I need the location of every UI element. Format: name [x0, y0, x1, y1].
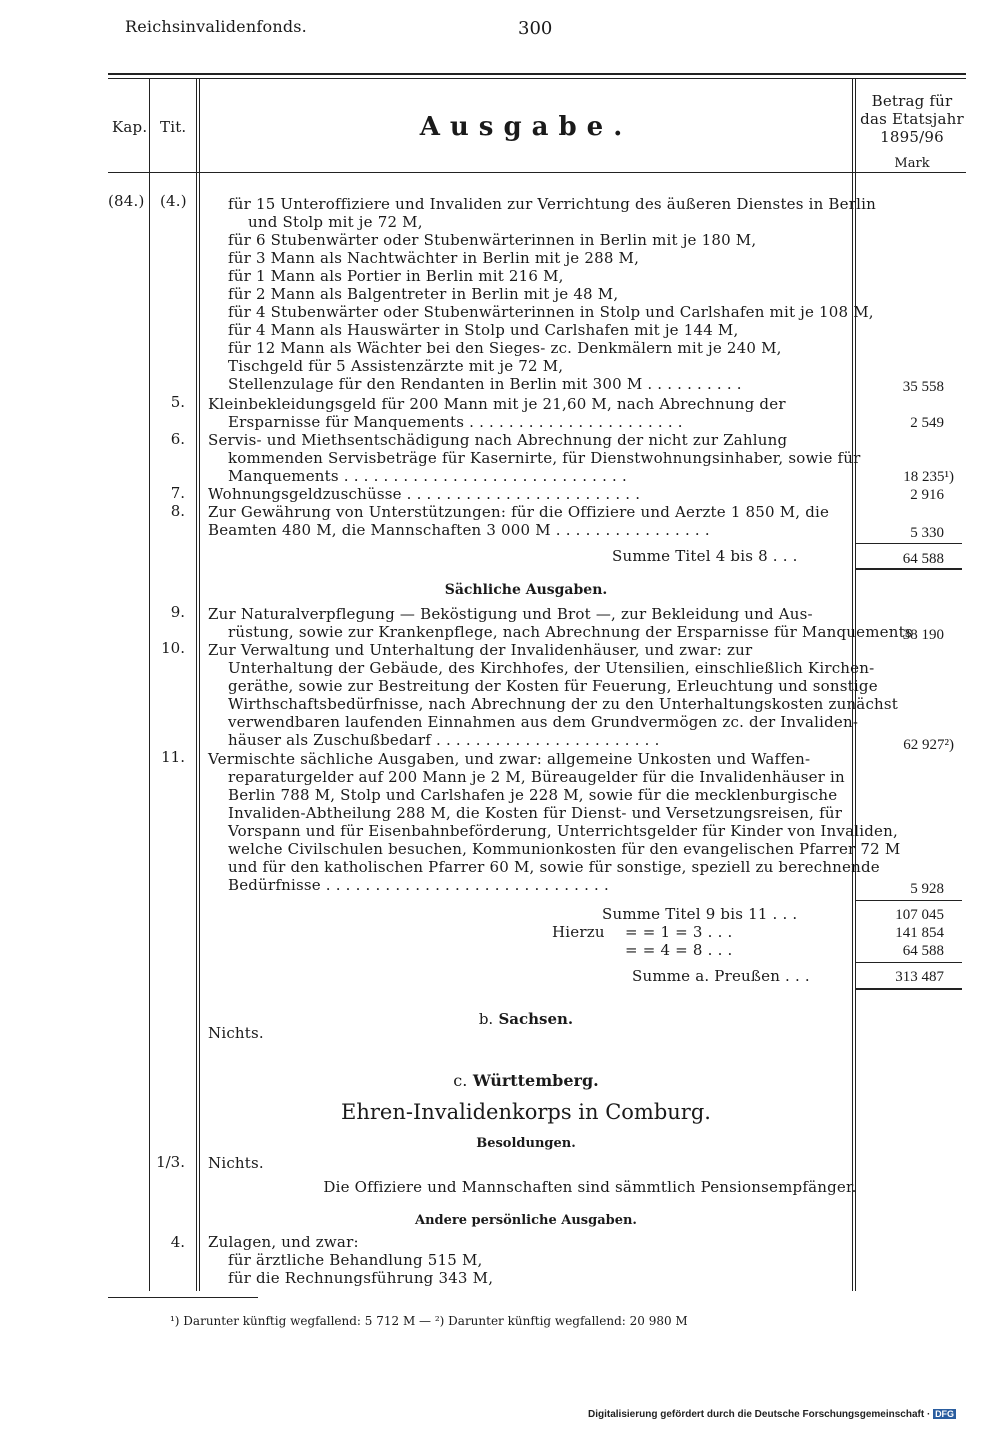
text-line: welche Civilschulen besuchen, Kommunionkosten für den evangelischen Pfarrer 72 M [228, 840, 901, 858]
text-line: Vermischte sächliche Ausgaben, und zwar: allgemeine Unkosten und Waffen- [208, 750, 811, 768]
kap-84: (84.) [108, 192, 145, 210]
tit-header: Tit. [160, 118, 187, 136]
section-heading-sachsen [200, 1010, 852, 1028]
kap-column-divider [149, 79, 150, 1291]
table-title: Ausgabe. [419, 112, 633, 142]
text-line: Bedürfnisse . . . . . . . . . . . . . . . . . . . . . . . . . . . . . [228, 876, 609, 894]
amount-t8: 5 330 [910, 525, 944, 541]
amount-header-line3: 1895/96 [880, 128, 944, 146]
text-line: Zur Verwaltung und Unterhaltung der Invalidenhäuser, und zwar: zur [208, 641, 753, 659]
section-heading-saechliche: Sächliche Ausgaben. [444, 582, 608, 598]
sum-rule [856, 900, 962, 901]
amount-hierzu-4-8: 64 588 [902, 943, 944, 959]
text-line: Ersparnisse für Manquements . . . . . . . . . . . . . . . . . . . . . . [228, 413, 683, 431]
text-line: Servis- und Miethsentschädigung nach Abrechnung der nicht zur Zahlung [208, 431, 788, 449]
text-line: für 2 Mann als Balgentreter in Berlin mit je 48 M, [228, 285, 619, 303]
amount-t10: 62 927²) [903, 737, 954, 753]
text-line: kommenden Servisbeträge für Kasernirte, für Dienstwohnungsinhaber, sowie für [228, 449, 861, 467]
tit-7: 7. [170, 484, 185, 502]
text-line: Zur Gewährung von Unterstützungen: für die Offiziere und Aerzte 1 850 M, die [208, 503, 830, 521]
hierzu-line-1-3: = = 1 = 3 . . . [625, 923, 733, 941]
amount-unit: Mark [894, 156, 930, 171]
section-heading-wuerttemberg [200, 1071, 852, 1090]
running-title: Reichsinvalidenfonds. [125, 17, 307, 36]
tit-6: 6. [170, 430, 185, 448]
amount-t6: 18 235¹) [903, 469, 954, 485]
tit-1-3: 1/3. [156, 1153, 185, 1171]
section-letter-c: c. [453, 1071, 468, 1090]
text-line: Zur Naturalverpflegung — Beköstigung und Brot —, zur Bekleidung und Aus- [208, 605, 813, 623]
tit-4-wuerttemberg: 4. [170, 1233, 185, 1251]
section-title-wuerttemberg: Württemberg. [472, 1071, 599, 1090]
amount-sum-4-8: 64 588 [902, 551, 944, 567]
page-number: 300 [518, 18, 553, 39]
sum-4-8-label: Summe Titel 4 bis 8 . . . [612, 547, 798, 565]
footnote-rule [108, 1297, 258, 1298]
section-title-sachsen: Sachsen. [498, 1010, 574, 1028]
tit-9: 9. [170, 603, 185, 621]
subheading-andere: Andere persönliche Ausgaben. [415, 1213, 637, 1228]
zulagen-rechnung: für die Rechnungsführung 343 M, [228, 1269, 494, 1287]
text-line: und für den katholischen Pfarrer 60 M, sowie für sonstige, speziell zu berechnende [228, 858, 880, 876]
sachsen-nichts: Nichts. [208, 1024, 264, 1042]
subheading-besoldungen: Besoldungen. [476, 1136, 576, 1151]
top-rule-thin [108, 78, 966, 79]
text-line: Wohnungsgeldzuschüsse . . . . . . . . . . . . . . . . . . . . . . . . [208, 485, 641, 503]
text-line: Manquements . . . . . . . . . . . . . . . . . . . . . . . . . . . . . [228, 467, 627, 485]
amount-header-line1: Betrag für [871, 92, 953, 110]
text-line: für 4 Stubenwärter oder Stubenwärterinnen in Stolp und Carlshafen mit je 108 M, [228, 303, 874, 321]
hierzu-line-4-8: = = 4 = 8 . . . [625, 941, 733, 959]
zulagen-aerztlich: für ärztliche Behandlung 515 M, [228, 1251, 483, 1269]
text-line: häuser als Zuschußbedarf . . . . . . . . . . . . . . . . . . . . . . . [228, 731, 660, 749]
tit-8: 8. [170, 502, 185, 520]
top-rule [108, 73, 966, 75]
text-line: für 3 Mann als Nachtwächter in Berlin mit je 288 M, [228, 249, 640, 267]
sum-rule [856, 962, 962, 963]
text-line: reparaturgelder auf 200 Mann je 2 M, Büreaugelder für die Invalidenhäuser in [228, 768, 845, 786]
amount-header-line2: das Etatsjahr [860, 110, 964, 128]
amount-t5: 2 549 [910, 415, 944, 431]
credit-text: Digitalisierung gefördert durch die Deutsche Forschungsgemeinschaft [588, 1409, 925, 1420]
tit-5: 5. [170, 393, 185, 411]
dfg-logo: DFG [935, 1409, 955, 1419]
footnotes: ¹) Darunter künftig wegfallend: 5 712 M — ²) Darunter künftig wegfallend: 20 980 M [170, 1314, 688, 1328]
sum-rule-double [856, 568, 962, 570]
amount-total: 313 487 [895, 969, 944, 985]
amount-block1: 35 558 [902, 379, 944, 395]
total-label: Summe a. Preußen . . . [632, 967, 810, 985]
amount-sum-9-11: 107 045 [895, 907, 944, 923]
text-line: Berlin 788 M, Stolp und Carlshafen je 228 M, sowie für die mecklenburgische [228, 786, 838, 804]
sum-9-11-label: Summe Titel 9 bis 11 . . . [602, 905, 798, 923]
text-line: rüstung, sowie zur Krankenpflege, nach Abrechnung der Ersparnisse für Manquements [228, 623, 913, 641]
amount-hierzu-1-3: 141 854 [895, 925, 944, 941]
subheading-comburg: Ehren-Invalidenkorps in Comburg. [341, 1100, 711, 1124]
zulagen-line: Zulagen, und zwar: [208, 1233, 359, 1251]
text-line: geräthe, sowie zur Bestreitung der Kosten für Feuerung, Erleuchtung und sonstige [228, 677, 878, 695]
text-line: Invaliden-Abtheilung 288 M, die Kosten für Dienst- und Versetzungsreisen, für [228, 804, 843, 822]
pension-note: Die Offiziere und Mannschaften sind sämmtlich Pensionsempfänger. [323, 1178, 857, 1196]
tit-column-divider [196, 79, 197, 1291]
kap-header: Kap. [112, 118, 148, 136]
text-line: Stellenzulage für den Rendanten in Berlin mit 300 M . . . . . . . . . . [228, 375, 742, 393]
hierzu-label: Hierzu [552, 923, 605, 941]
text-line: für 15 Unteroffiziere und Invaliden zur Verrichtung des äußeren Dienstes in Berlin [228, 195, 876, 213]
credit-line: Digitalisierung gefördert durch die Deutsche Forschungsgemeinschaft · DFG [588, 1409, 955, 1420]
text-line: Kleinbekleidungsgeld für 200 Mann mit je 21,60 M, nach Abrechnung der [208, 395, 786, 413]
text-line: für 1 Mann als Portier in Berlin mit 216 M, [228, 267, 564, 285]
tit-10: 10. [161, 639, 185, 657]
header-bottom-rule [108, 172, 966, 173]
tit-4: (4.) [160, 192, 187, 210]
text-line: Wirthschaftsbedürfnisse, nach Abrechnung der zu den Unterhaltungskosten zunächst [228, 695, 899, 713]
amount-t11: 5 928 [910, 881, 944, 897]
sum-rule [856, 543, 962, 544]
section-letter-b: b. [478, 1010, 494, 1028]
amount-t7: 2 916 [910, 487, 944, 503]
text-line: verwendbaren laufenden Einnahmen aus dem Grundvermögen zc. der Invaliden- [228, 713, 859, 731]
amount-t9: 38 190 [902, 627, 944, 643]
tit-11: 11. [161, 748, 185, 766]
text-line: Tischgeld für 5 Assistenzärzte mit je 72 M, [228, 357, 564, 375]
text-line: für 4 Mann als Hauswärter in Stolp und Carlshafen mit je 144 M, [228, 321, 739, 339]
text-line: für 12 Mann als Wächter bei den Sieges- zc. Denkmälern mit je 240 M, [228, 339, 782, 357]
wuerttemberg-nichts: Nichts. [208, 1154, 264, 1172]
text-line: und Stolp mit je 72 M, [248, 213, 423, 231]
total-rule-double [856, 988, 962, 990]
text-line: Unterhaltung der Gebäude, des Kirchhofes, der Utensilien, einschließlich Kirchen- [228, 659, 875, 677]
text-line: für 6 Stubenwärter oder Stubenwärterinnen in Berlin mit je 180 M, [228, 231, 757, 249]
text-line: Beamten 480 M, die Mannschaften 3 000 M . . . . . . . . . . . . . . . . [208, 521, 710, 539]
text-line: Vorspann und für Eisenbahnbeförderung, Unterrichtsgelder für Kinder von Invaliden, [228, 822, 898, 840]
